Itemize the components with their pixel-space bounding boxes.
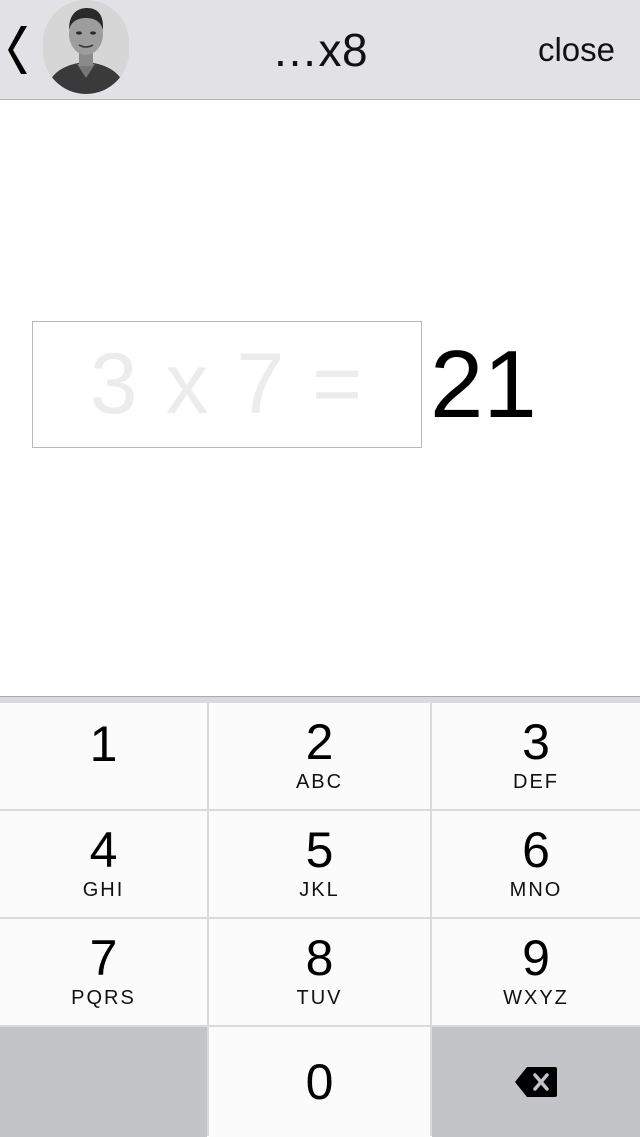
key-digit: 0: [305, 1054, 334, 1110]
key-letters: JKL: [299, 879, 340, 901]
key-3[interactable]: [432, 703, 640, 809]
key-1[interactable]: [0, 703, 207, 809]
key-5[interactable]: [209, 811, 430, 917]
key-digit: 5: [305, 822, 334, 878]
key-letters: MNO: [509, 879, 563, 901]
avatar[interactable]: [43, 0, 129, 94]
question-expression: 3 x 7 =: [89, 336, 365, 432]
key-digit: 4: [89, 822, 118, 878]
key-letters: TUV: [296, 987, 343, 1009]
key-0[interactable]: [209, 1027, 430, 1137]
key-digit: 1: [89, 716, 118, 772]
key-letters: DEF: [513, 771, 559, 793]
key-digit: 9: [522, 930, 550, 986]
backspace-icon: [513, 1065, 559, 1099]
top-bar: [0, 0, 640, 100]
key-digit: 7: [89, 930, 118, 986]
question-box: [32, 321, 422, 448]
key-letters: GHI: [82, 879, 125, 901]
key-letters: ABC: [295, 771, 344, 793]
key-digit: 2: [305, 714, 334, 770]
key-digit: 3: [522, 714, 550, 770]
key-6[interactable]: [432, 811, 640, 917]
close-button[interactable]: close: [537, 31, 615, 68]
back-button[interactable]: [4, 18, 34, 82]
key-blank: [0, 1027, 207, 1137]
page-title: …x8: [271, 24, 369, 76]
key-digit: 8: [305, 930, 334, 986]
chevron-left-icon: [8, 24, 30, 76]
key-7[interactable]: [0, 919, 207, 1025]
user-avatar-icon: [43, 0, 129, 94]
answer-input[interactable]: 21: [430, 331, 537, 438]
delete-key[interactable]: [432, 1027, 640, 1137]
key-digit: 6: [522, 822, 550, 878]
key-letters: PQRS: [71, 987, 136, 1009]
key-9[interactable]: [432, 919, 640, 1025]
key-8[interactable]: [209, 919, 430, 1025]
numeric-keypad: [0, 696, 640, 1136]
key-2[interactable]: [209, 703, 430, 809]
key-letters: WXYZ: [503, 987, 569, 1009]
key-4[interactable]: [0, 811, 207, 917]
